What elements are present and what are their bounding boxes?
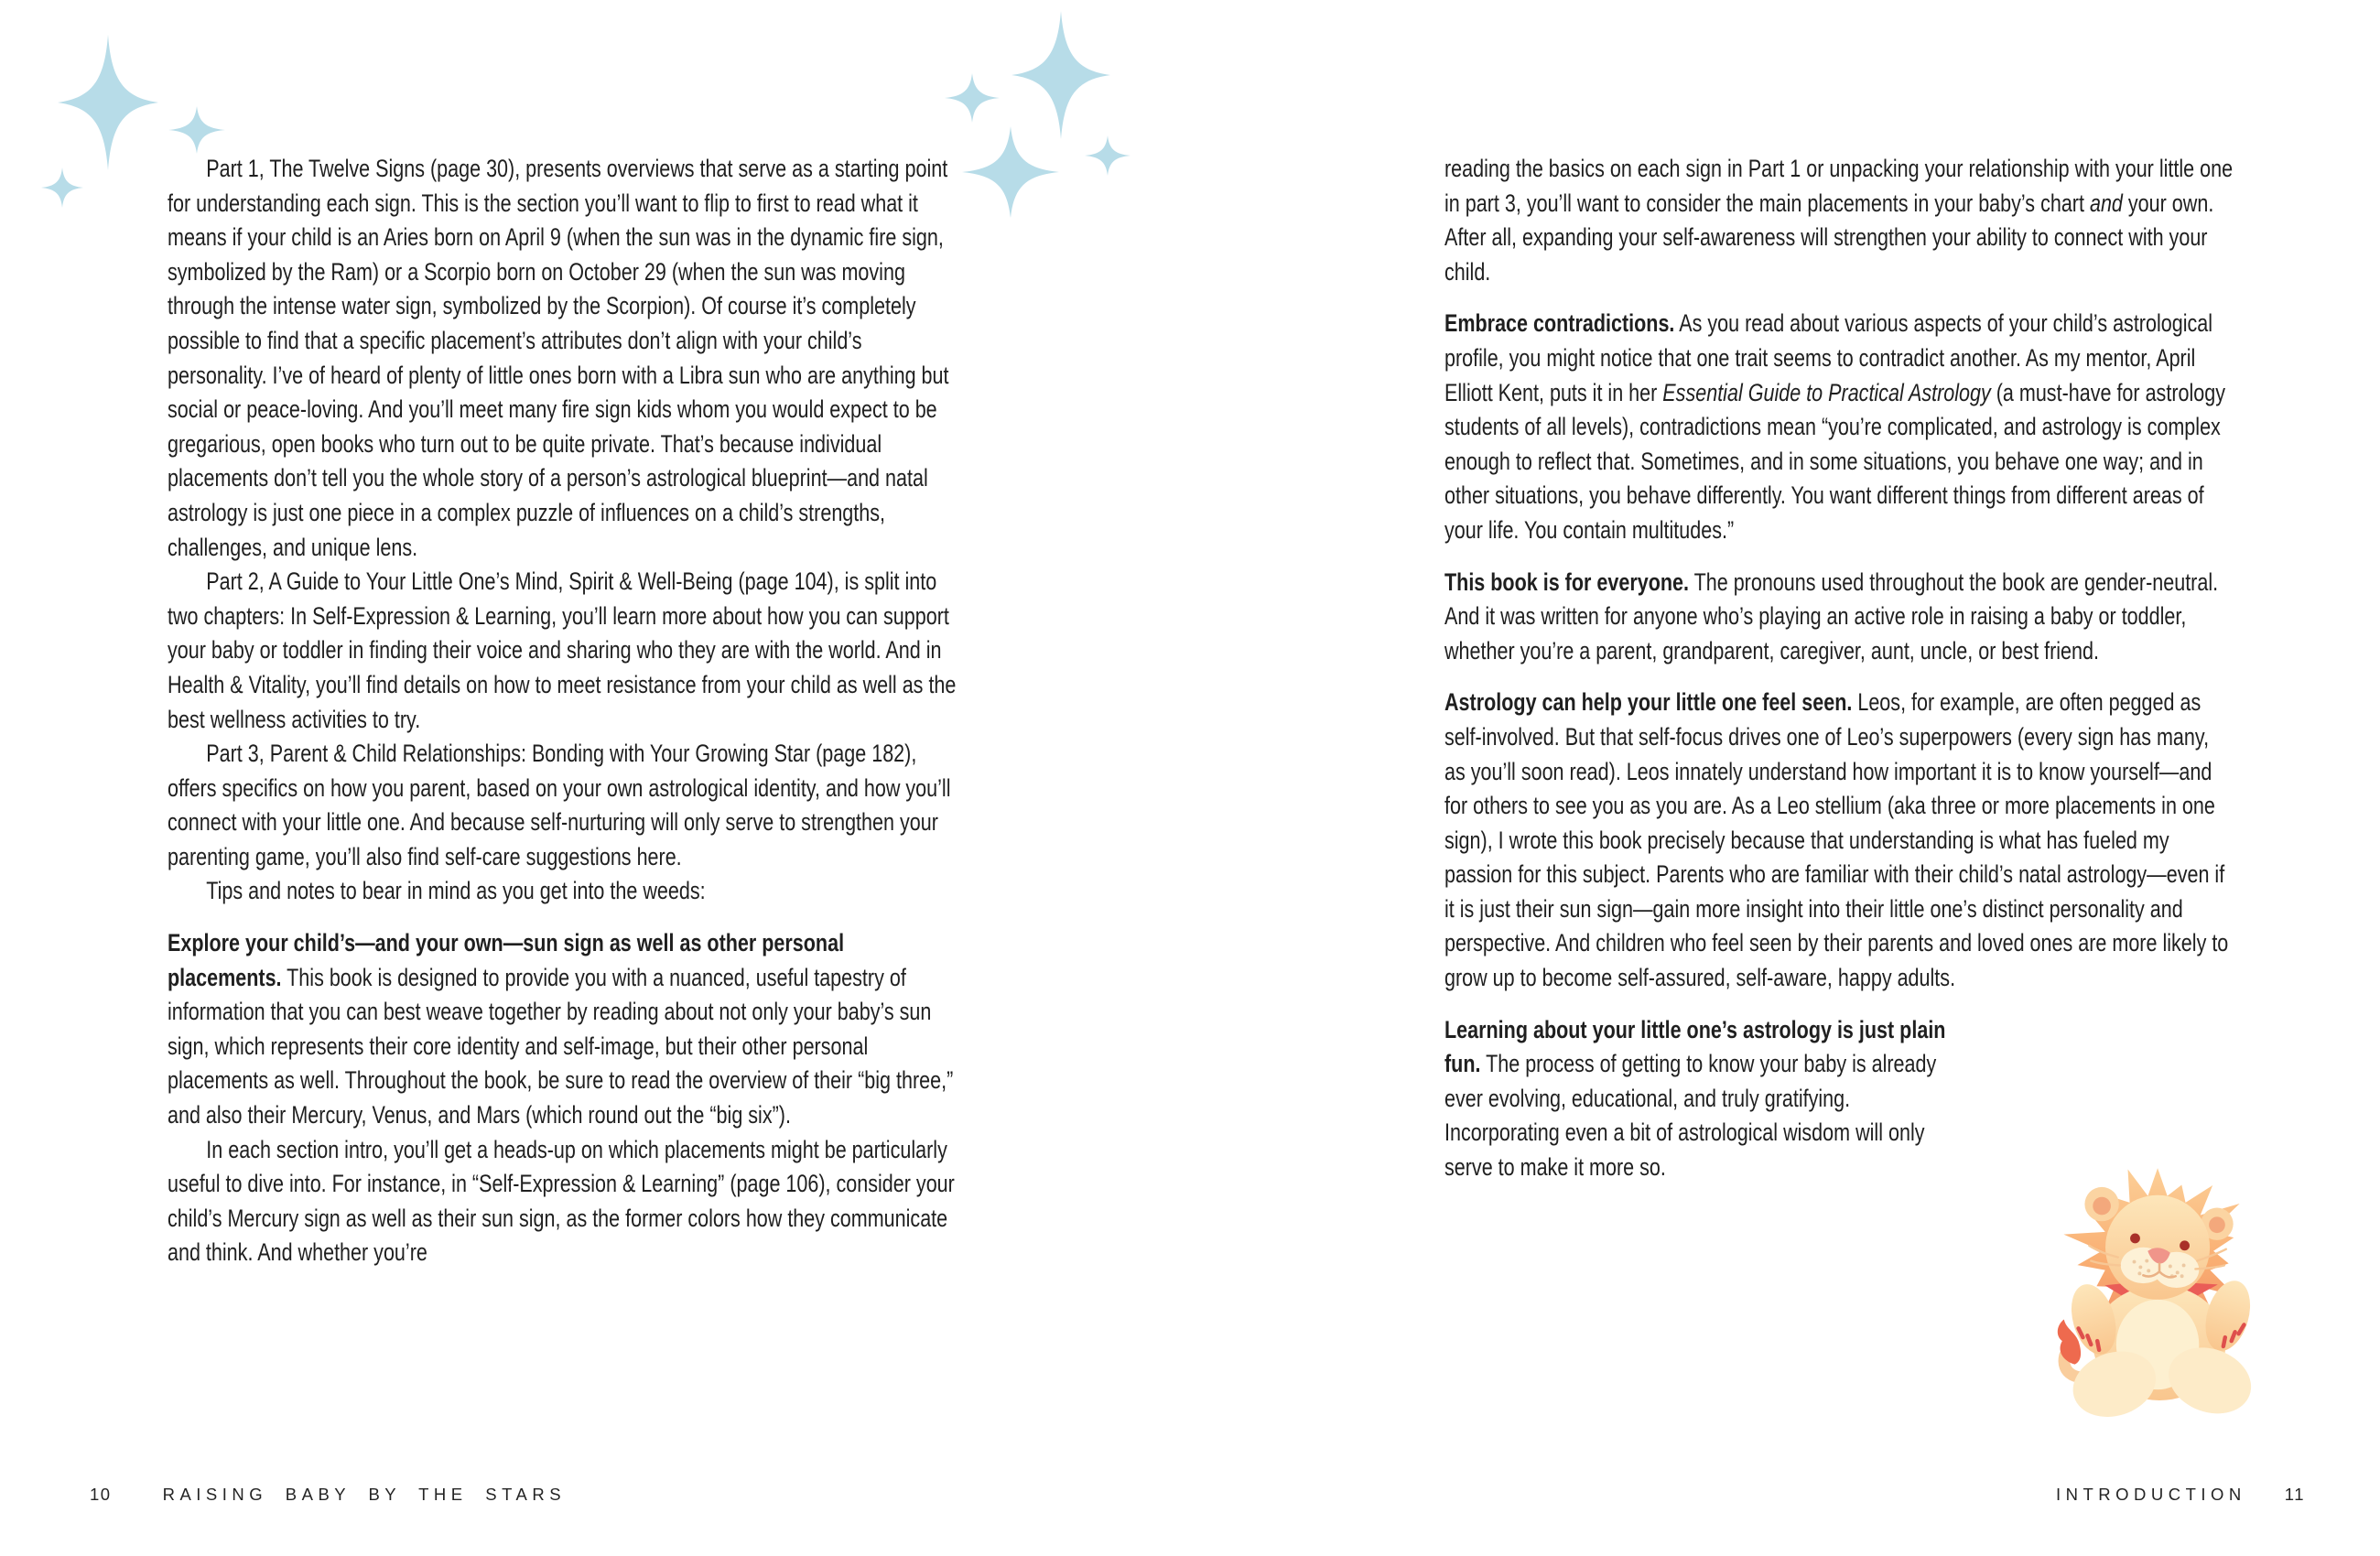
page-number-right: 11 bbox=[2284, 1485, 2305, 1504]
paragraph: This book is for everyone. The pronouns used throughout the book are gender-neutral. And it was written for anyone who’s playing an active role in raising a baby or toddler, whether you’re a parent, grandparent, caregiver, aunt, uncle, or best friend. bbox=[1444, 567, 2219, 665]
paragraph: Embrace contradictions. As you read about various aspects of your child’s astrological profile, you might notice that one trait seems to contradict another. As my mentor, April Elliott Kent, puts it in her Essential Guide to Practical Astrology (a must-have for astrology students of all levels), contradictions mean “you’re complicated, and astrology is complex enough to reflect that. Sometimes, and in some situations, you behave one way; and in other situations, you behave differently. You want different things from different areas of your life. You contain multitudes.” bbox=[1444, 309, 2226, 544]
paragraph: Learning about your little one’s astrology is just plain fun. The process of getting to know your baby is already ever evolving, educational, and truly gratifying. Incorporating even a bit of astrological wisdom will only serve to make it more so. bbox=[1444, 1015, 1946, 1182]
running-head-chapter: INTRODUCTION bbox=[2055, 1485, 2246, 1504]
paragraph: In each section intro, you’ll get a heads-up on which placements might be particularly useful to dive into. For instance, in “Self-Expression & Learning” (page 106), consider your child’s Mercury sign as well as their sun sign, as the former colors how they communicate and think. And whether you’re bbox=[168, 1135, 955, 1267]
running-head-book-title: RAISING BABY BY THE STARS bbox=[162, 1485, 567, 1504]
page-number-left: 10 bbox=[90, 1485, 112, 1504]
paragraph: Tips and notes to bear in mind as you get into the weeds: bbox=[206, 877, 706, 905]
paragraph: Part 1, The Twelve Signs (page 30), presents overviews that serve as a starting point for understanding each sign. This is the section you’ll want to flip to first to read what it means if your child is an Aries born on April 9 (when the sun was in the dynamic fire sign, symbolized by the Ram) or a Scorpio born on October 29 (when the sun was moving through the intense water sign, symbolized by the Scorpion). Of course it’s completely possible to find that a specific placement’s attributes don’t align with your child’s personality. I’ve of heard of plenty of little ones born with a Libra sun who are anything but social or peace-loving. And you’ll meet many fire sign kids whom you would expect to be gregarious, open books who turn out to be quite private. That’s because individual placements don’t tell you the whole story of a person’s astrological blueprint—and natal astrology is just one piece in a complex puzzle of influences on a child’s strengths, challenges, and unique lens. bbox=[168, 155, 949, 561]
lion-head bbox=[2105, 1195, 2210, 1300]
left-page-footer bbox=[90, 1485, 566, 1505]
left-page-text-column bbox=[168, 152, 957, 1270]
right-page-footer bbox=[2056, 1485, 2305, 1505]
sparkle-cluster-center-icon bbox=[943, 9, 1172, 229]
paragraph: Astrology can help your little one feel seen. Leos, for example, are often pegged as self-involved. But that self-focus drives one of Leo’s superpowers (every sign has many, as you’ll soon read). Leos innately understand how important it is to know yourself—and for others to see you as you are. As a Leo stellium (aka three or more placements in one sign), I wrote this book precisely because that understanding is what has fueled my passion for this subject. Parents who are familiar with their child’s natal astrology—even if it is just their sun sign—gain more insight into their little one’s distinct personality and perspective. And children who feel seen by their parents and loved ones are more likely to grow up to become self-assured, self-aware, happy adults. bbox=[1444, 688, 2229, 992]
right-page-text-column bbox=[1444, 152, 2234, 1185]
lion-eye-right bbox=[2180, 1240, 2190, 1250]
paragraph: reading the basics on each sign in Part 1 or unpacking your relationship with your little one in part 3, you’ll want to consider the main placements in your baby’s chart and your own. After all, expanding your self-awareness will strengthen your ability to connect with your child. bbox=[1444, 155, 2234, 286]
paragraph: Part 2, A Guide to Your Little One’s Mind, Spirit & Well-Being (page 104), is split into two chapters: In Self-Expression & Learning, you’ll learn more about how you can support your baby or toddler in finding their voice and sharing who they are with the world. And in Health & Vitality, you’ll find details on how to meet resistance from your child as well as the best wellness activities to try. bbox=[168, 567, 957, 733]
lion-eye-left bbox=[2130, 1234, 2140, 1244]
lion-illustration bbox=[2053, 1164, 2269, 1417]
paragraph: Explore your child’s—and your own—sun sign as well as other personal placements. This book is designed to provide you with a nuanced, useful tapestry of information that you can best weave together by reading about not only your baby’s sun sign, which represents their core identity and self-image, but their other personal placements as well. Throughout the book, be sure to read the overview of their “big three,” and also their Mercury, Venus, and Mars (which round out the “big six”). bbox=[168, 929, 954, 1129]
paragraph: Part 3, Parent & Child Relationships: Bonding with Your Growing Star (page 182), offers specifics on how you parent, based on your own astrological identity, and how you’ll connect with your little one. And because self-nurturing will only serve to strengthen your parenting game, you’ll also find self-care suggestions here. bbox=[168, 740, 951, 870]
